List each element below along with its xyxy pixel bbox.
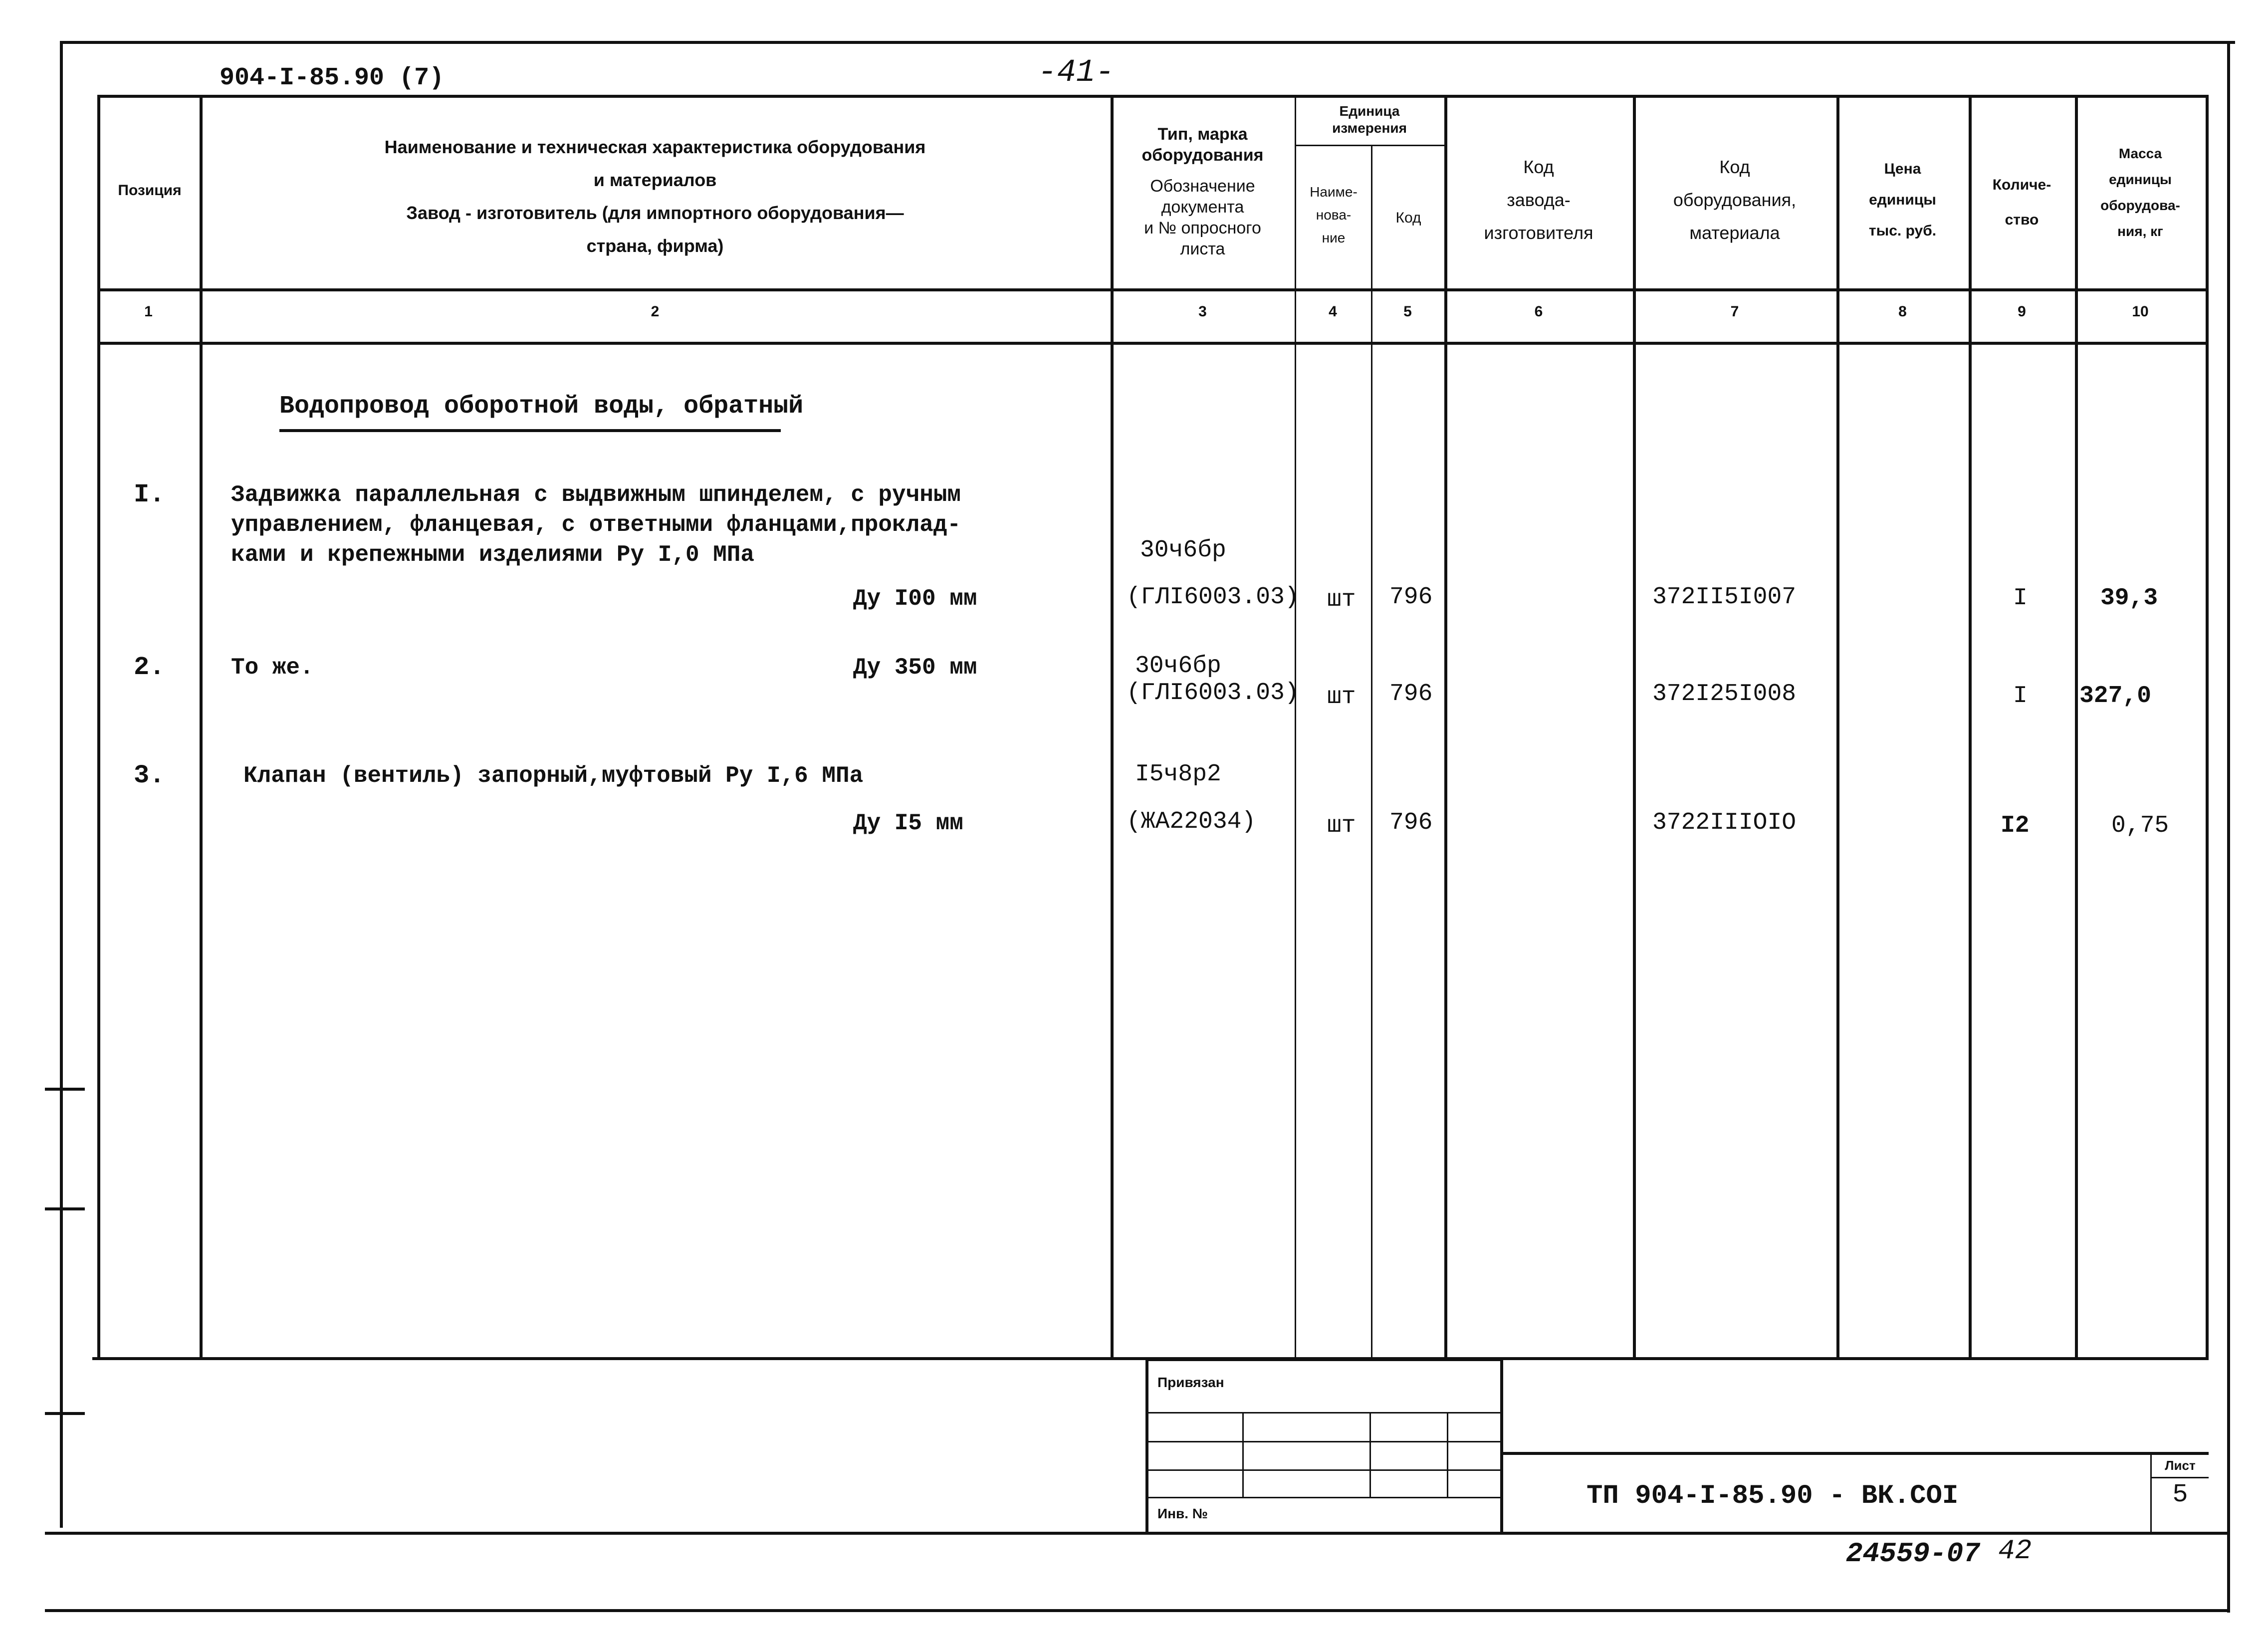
item-unit: шт xyxy=(1327,586,1356,613)
footer-doc-code: ТП 904-I-85.90 - ВК.СОI xyxy=(1587,1481,1959,1511)
col-header-name-line-3: Завод - изготовитель (для импортного оборудования— xyxy=(406,203,904,223)
item-position: I. xyxy=(134,480,165,509)
col-divider-8 xyxy=(1969,95,1972,1357)
col-divider-0 xyxy=(97,95,100,1357)
col-divider-3 xyxy=(1295,95,1296,1357)
item-unit: шт xyxy=(1327,812,1356,839)
item-unit-code: 796 xyxy=(1389,584,1433,611)
col-header-unit xyxy=(1295,103,1444,137)
col-header-equip-line-1: Код xyxy=(1719,157,1750,177)
col-header-equipment-code xyxy=(1633,151,1836,249)
item-size: Ду 350 мм xyxy=(853,655,977,681)
title-block-row-line xyxy=(1145,1497,1500,1498)
col-number: 3 xyxy=(1198,303,1207,320)
frame-bottom-line xyxy=(45,1532,2230,1535)
item-description: То же. xyxy=(231,655,314,681)
item-description: Клапан (вентиль) запорный,муфтовый Ру I,6 МПа xyxy=(243,763,864,789)
col-divider-9 xyxy=(2075,95,2078,1357)
col-divider-2 xyxy=(1111,95,1114,1357)
title-block-top xyxy=(1145,1358,1500,1361)
item-position: 2. xyxy=(134,653,165,682)
item-mass: 0,75 xyxy=(2111,812,2169,839)
item-description xyxy=(231,480,961,570)
margin-mark xyxy=(45,1207,85,1210)
col-header-price xyxy=(1836,154,1969,246)
col-number: 8 xyxy=(1898,303,1907,320)
item-mass: 39,3 xyxy=(2100,585,2158,612)
col-header-price-line-1: Цена xyxy=(1884,161,1921,177)
col-header-type-line-6: листа xyxy=(1180,239,1225,258)
col-header-manufacturer-code xyxy=(1444,151,1633,249)
col-header-type xyxy=(1111,124,1295,259)
unit-header-divider xyxy=(1295,145,1444,146)
item-mass: 327,0 xyxy=(2079,683,2152,709)
col-header-equip-line-3: материала xyxy=(1689,223,1780,243)
item-description-line: ками и крепежными изделиями Ру I,0 МПа xyxy=(231,542,754,568)
col-divider-5 xyxy=(1444,95,1447,1357)
col-header-qty-line-1: Количе- xyxy=(1992,177,2051,193)
col-header-mass-line-3: оборудова- xyxy=(2100,198,2180,213)
item-type: 30ч6бр xyxy=(1135,653,1221,680)
sheet-number: 5 xyxy=(2172,1480,2188,1509)
col-divider-6 xyxy=(1633,95,1636,1357)
col-header-quantity xyxy=(1969,168,2075,237)
col-header-price-line-3: тыс. руб. xyxy=(1868,223,1937,239)
item-size: Ду I00 мм xyxy=(853,586,977,612)
item-type: I5ч8р2 xyxy=(1135,761,1221,788)
col-header-type-line-2: оборудования xyxy=(1141,146,1264,165)
title-block-col-line xyxy=(1369,1412,1371,1497)
header-bottom-line xyxy=(97,288,2209,291)
col-header-price-line-2: единицы xyxy=(1869,192,1936,208)
item-code: 372I25I008 xyxy=(1652,681,1797,707)
col-header-type-line-4: документа xyxy=(1161,198,1244,217)
col-header-unit-name-line-2: нова- xyxy=(1316,207,1352,223)
col-header-mfr-line-3: изготовителя xyxy=(1484,223,1593,243)
title-block-right xyxy=(1500,1358,1503,1533)
item-description-line: управлением, фланцевая, с ответными фланцами,проклад- xyxy=(231,512,961,538)
frame-top-line xyxy=(60,41,2235,44)
col-header-position: Позиция xyxy=(118,182,182,199)
col-header-unit-line-2: измерения xyxy=(1332,120,1407,136)
col-header-name-line-4: страна, фирма) xyxy=(586,236,724,256)
col-header-name-line-2: и материалов xyxy=(593,170,717,190)
section-title-underline xyxy=(279,429,781,432)
frame-lower-line xyxy=(45,1609,2230,1612)
frame-right-line xyxy=(2227,41,2230,1613)
item-quantity: I xyxy=(2013,683,2028,709)
section-title: Водопровод оборотной воды, обратный xyxy=(279,392,804,421)
col-header-unit-name-line-3: ние xyxy=(1322,230,1346,245)
item-doc: (ЖА22034) xyxy=(1127,808,1256,835)
item-position: 3. xyxy=(134,761,165,790)
col-header-mass-line-2: единицы xyxy=(2109,172,2172,187)
sheet-box-divider xyxy=(2150,1477,2209,1478)
frame-left-line xyxy=(60,41,63,1528)
col-header-type-line-1: Тип, марка xyxy=(1157,125,1248,144)
col-number: 5 xyxy=(1403,303,1412,320)
col-header-name xyxy=(200,131,1111,262)
item-quantity: I2 xyxy=(2001,812,2030,839)
col-number: 10 xyxy=(2132,303,2149,320)
col-header-unit-name xyxy=(1296,181,1371,249)
archive-page: 42 xyxy=(1998,1535,2032,1567)
inventory-label: Инв. № xyxy=(1157,1506,1208,1521)
item-description-line: Задвижка параллельная с выдвижным шпинделем, с ручным xyxy=(231,482,961,508)
doc-code-line xyxy=(1500,1452,2209,1455)
page-mark: -41- xyxy=(1038,55,1115,91)
title-block-col-line xyxy=(1242,1412,1244,1497)
document-code: 904-I-85.90 (7) xyxy=(220,64,445,92)
item-unit: шт xyxy=(1327,684,1356,710)
numbers-bottom-line xyxy=(97,342,2209,345)
attached-label: Привязан xyxy=(1157,1375,1224,1390)
item-doc: (ГЛI6003.03) xyxy=(1127,584,1299,611)
col-divider-4 xyxy=(1371,145,1372,1357)
col-header-unit-line-1: Единица xyxy=(1339,103,1400,119)
col-number: 7 xyxy=(1730,303,1739,320)
item-unit-code: 796 xyxy=(1389,681,1433,707)
col-header-mass-line-1: Масса xyxy=(2118,146,2162,161)
margin-mark xyxy=(45,1088,85,1091)
item-unit-code: 796 xyxy=(1389,809,1433,836)
archive-number: 24559-07 xyxy=(1846,1538,1980,1570)
col-number: 1 xyxy=(144,303,153,320)
col-header-mass-line-4: ния, кг xyxy=(2117,224,2163,239)
col-header-equip-line-2: оборудования, xyxy=(1673,190,1797,210)
sheet-label: Лист xyxy=(2165,1458,2196,1473)
col-divider-7 xyxy=(1836,95,1839,1357)
col-number: 9 xyxy=(2018,303,2026,320)
col-header-unit-code: Код xyxy=(1395,210,1421,226)
col-header-name-line-1: Наименование и техническая характеристика оборудования xyxy=(384,137,926,157)
col-header-qty-line-2: ство xyxy=(2005,212,2039,228)
item-code: 372II5I007 xyxy=(1652,584,1797,611)
col-header-mass xyxy=(2075,141,2206,244)
col-header-type-line-3: Обозначение xyxy=(1150,177,1255,196)
table-top-line xyxy=(97,95,2209,98)
item-code: 3722IIIOIO xyxy=(1652,809,1797,836)
col-divider-10 xyxy=(2206,95,2209,1357)
col-divider-1 xyxy=(200,95,203,1357)
col-header-unit-name-line-1: Наиме- xyxy=(1310,184,1358,200)
item-doc: (ГЛI6003.03) xyxy=(1127,680,1299,707)
item-quantity: I xyxy=(2013,585,2028,612)
col-number: 4 xyxy=(1329,303,1337,320)
title-block-col-line xyxy=(1447,1412,1448,1497)
col-header-mfr-line-1: Код xyxy=(1523,157,1554,177)
title-block-left xyxy=(1145,1358,1148,1533)
item-size: Ду I5 мм xyxy=(853,810,963,836)
item-type: 30ч6бр xyxy=(1140,537,1226,564)
col-number: 2 xyxy=(651,303,660,320)
margin-mark xyxy=(45,1412,85,1415)
col-header-type-line-5: и № опросного xyxy=(1144,219,1261,237)
col-header-mfr-line-2: завода- xyxy=(1507,190,1571,210)
col-number: 6 xyxy=(1534,303,1543,320)
